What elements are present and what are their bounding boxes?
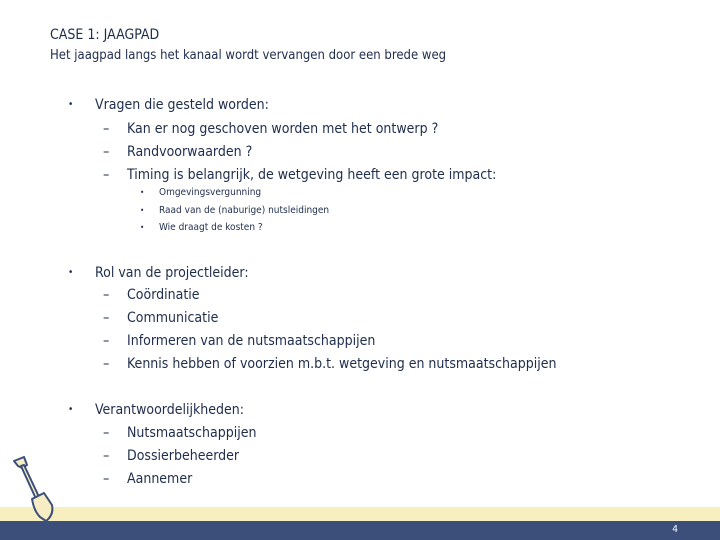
bullet-marker: • [68, 99, 74, 110]
bullet-marker: • [140, 188, 145, 197]
bullet-marker: • [68, 267, 74, 278]
dash-marker: – [103, 287, 110, 303]
shovel-icon [10, 455, 60, 525]
list-item-label: Randvoorwaarden ? [127, 144, 253, 160]
list-item-label: Kan er nog geschoven worden met het ontwerp ? [127, 121, 439, 137]
dash-marker: – [103, 356, 110, 372]
list-item [103, 166, 497, 184]
slide-title: CASE 1: JAAGPAD [50, 27, 160, 43]
list-item [103, 470, 193, 488]
dash-marker: – [103, 121, 110, 137]
bullet-marker: • [140, 206, 145, 215]
section-3-label: Verantwoordelijkheden: [95, 402, 244, 418]
list-item [103, 120, 439, 138]
sub-list-item [140, 205, 330, 217]
list-item-label: Kennis hebben of voorzien m.b.t. wetgeving en nutsmaatschappijen [127, 356, 557, 372]
footer-stripe [0, 507, 720, 521]
list-item-label: Coördinatie [127, 287, 200, 303]
slide-subtitle: Het jaagpad langs het kanaal wordt vervangen door een brede weg [50, 48, 447, 63]
list-item [103, 447, 240, 465]
list-item [103, 424, 257, 442]
dash-marker: – [103, 333, 110, 349]
section-2-heading [68, 264, 249, 282]
dash-marker: – [103, 425, 110, 441]
list-item [103, 143, 253, 161]
bullet-marker: • [68, 404, 74, 415]
sub-list-item [140, 222, 263, 234]
sub-list-item-label: Wie draagt de kosten ? [159, 222, 263, 233]
section-2-label: Rol van de projectleider: [95, 265, 249, 281]
list-item-label: Nutsmaatschappijen [127, 425, 257, 441]
list-item-label: Aannemer [127, 471, 193, 487]
sub-list-item [140, 187, 262, 199]
list-item [103, 309, 219, 327]
dash-marker: – [103, 144, 110, 160]
section-1-heading [68, 96, 269, 114]
section-3-heading [68, 401, 244, 419]
dash-marker: – [103, 167, 110, 183]
list-item [103, 332, 376, 350]
bullet-marker: • [140, 223, 145, 232]
list-item-label: Communicatie [127, 310, 219, 326]
list-item [103, 355, 557, 373]
dash-marker: – [103, 471, 110, 487]
list-item-label: Dossierbeheerder [127, 448, 240, 464]
footer-bar [0, 521, 720, 540]
dash-marker: – [103, 310, 110, 326]
sub-list-item-label: Omgevingsvergunning [159, 187, 262, 198]
dash-marker: – [103, 448, 110, 464]
page-number: 4 [672, 524, 678, 535]
list-item [103, 286, 200, 304]
sub-list-item-label: Raad van de (naburige) nutsleidingen [159, 205, 330, 216]
list-item-label: Informeren van de nutsmaatschappijen [127, 333, 376, 349]
list-item-label: Timing is belangrijk, de wetgeving heeft een grote impact: [127, 167, 497, 183]
section-1-label: Vragen die gesteld worden: [95, 97, 269, 113]
